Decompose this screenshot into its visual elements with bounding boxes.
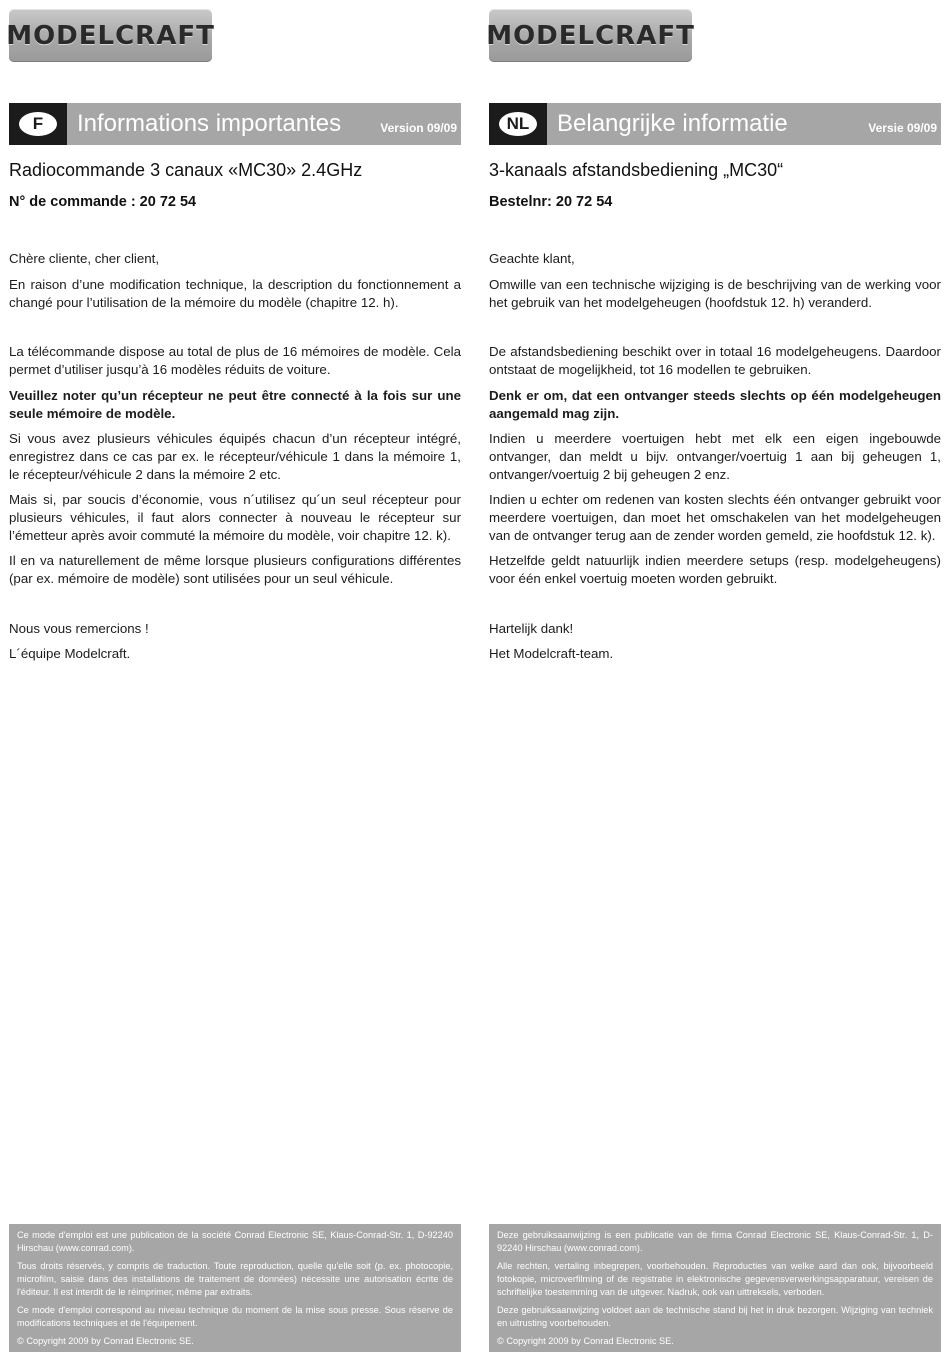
paragraph-3: Si vous avez plusieurs véhicules équipés chacun d’un récepteur intégré, enregistrez dans ce cas par ex. le récepteur/véhicule 1 dans la mémoire 1, le récepteur/véhicule 2 dans la mémoire 2 etc. xyxy=(9,431,461,482)
footer-line: Tous droits réservés, y compris de traduction. Toute reproduction, quelle qu'elle soit (p. ex. photocopie, microfilm, saisie dans des installations de traitement de données) nécessite une autorisation écrite de l'éditeur. Il est interdit de le réimprimer, même par extraits. xyxy=(17,1261,453,1297)
modelcraft-logo xyxy=(486,9,695,62)
paragraph-2-bold: Denk er om, dat een ontvanger steeds slechts op één modelgeheugen aangemald mag zijn. xyxy=(489,388,941,421)
dutch-column xyxy=(486,0,941,1360)
section-banner xyxy=(9,103,461,145)
footer-copyright: © Copyright 2009 by Conrad Electronic SE. xyxy=(497,1336,674,1346)
paragraph-5: Il en va naturellement de même lorsque plusieurs configurations différentes (par ex. mémoire de modèle) sont utilisées pour un seul véhicule. xyxy=(9,553,461,586)
paragraph-4: Mais si, par soucis d’économie, vous n´utilisez qu´un seul récepteur pour plusieurs véhicules, il faut alors connecter à nouveau le récepteur sur l’émetteur après avoir commuté la mémoire du modèle, voir chapitre 12. k). xyxy=(9,492,461,543)
product-title: 3-kanaals afstandsbediening „MC30“ xyxy=(489,160,784,180)
paragraph-1: La télécommande dispose au total de plus de 16 mémoires de modèle. Cela permet d’utiliser jusqu’à 16 modèles réduits de voiture. xyxy=(9,344,461,377)
footer-line: Deze gebruiksaanwijzing is een publicatie van de firma Conrad Electronic SE, Klaus-Conrad-Str. 1, D-92240 Hirschau (www.conrad.com). xyxy=(497,1230,933,1253)
thanks-text: Nous vous remercions ! xyxy=(9,621,149,636)
footer-line: Alle rechten, vertaling inbegrepen, voorbehouden. Reproducties van welke aard dan ook, bijvoorbeeld fotokopie, microverfilming of de registratie in elektronische gegevensverwerkingsapparatuur, vereisen de schriftelijke toestemming van de uitgever. Nadruk, ook van uittreksels, verboden. xyxy=(497,1261,933,1297)
banner-title: Informations importantes xyxy=(77,110,342,137)
thanks-text: Hartelijk dank! xyxy=(489,621,574,636)
section-banner xyxy=(489,103,941,145)
logo-text: MODELCRAFT xyxy=(486,20,695,51)
version-label: Version 09/09 xyxy=(380,121,457,135)
paragraph-1: De afstandsbediening beschikt over in totaal 16 modelgeheugens. Daardoor ontstaat de mogelijkheid, tot 16 modellen te gebruiken. xyxy=(489,344,941,377)
paragraph-3: Indien u meerdere voertuigen hebt met elk een eigen ingebouwde ontvanger, dan meldt u bijv. ontvanger/voertuig 1 aan bij geheugen 1, ontvanger/voertuig 2 bij geheugen 2 enz. xyxy=(489,431,941,482)
modelcraft-logo xyxy=(6,9,215,62)
banner-title: Belangrijke informatie xyxy=(557,110,788,137)
language-badge xyxy=(9,103,67,145)
version-label: Versie 09/09 xyxy=(868,121,937,135)
footer-line: Ce mode d'emploi correspond au niveau technique du moment de la mise sous presse. Sous réserve de modifications techniques et de l'équipement. xyxy=(17,1305,453,1328)
signature: L´équipe Modelcraft. xyxy=(9,646,131,661)
paragraph-4: Indien u echter om redenen van kosten slechts één ontvanger gebruikt voor meerdere voertuigen, dan moet het omschakelen van het modelgeheugen van de ontvanger terug aan de zender worden gemeld, zie hoofdstuk 12. k). xyxy=(489,492,941,543)
logo-text: MODELCRAFT xyxy=(6,20,215,51)
language-code: F xyxy=(19,112,57,136)
order-number: N° de commande : 20 72 54 xyxy=(9,194,197,210)
french-column xyxy=(6,0,461,1360)
intro-paragraph: En raison d’une modification technique, la description du fonctionnement a changé pour l’utilisation de la mémoire du modèle (chapitre 12. h). xyxy=(9,277,461,310)
language-code: NL xyxy=(499,112,537,136)
order-number: Bestelnr: 20 72 54 xyxy=(489,194,613,210)
paragraph-5: Hetzelfde geldt natuurlijk indien meerdere setups (resp. modelgeheugens) voor één enkel voertuig moeten worden gebruikt. xyxy=(489,553,941,586)
imprint-footer xyxy=(9,1224,461,1352)
footer-copyright: © Copyright 2009 by Conrad Electronic SE. xyxy=(17,1336,194,1346)
greeting: Chère cliente, cher client, xyxy=(9,251,160,266)
language-badge xyxy=(489,103,547,145)
greeting: Geachte klant, xyxy=(489,251,575,266)
imprint-footer xyxy=(489,1224,941,1352)
footer-line: Ce mode d'emploi est une publication de la société Conrad Electronic SE, Klaus-Conrad-Str. 1, D-92240 Hirschau (www.conrad.com). xyxy=(17,1230,453,1253)
footer-line: Deze gebruiksaanwijzing voldoet aan de technische stand bij het in druk bezorgen. Wijziging van techniek en uitrusting voorbehouden. xyxy=(497,1305,933,1328)
signature: Het Modelcraft-team. xyxy=(489,646,614,661)
paragraph-2-bold: Veuillez noter qu’un récepteur ne peut être connecté à la fois sur une seule mémoire de modèle. xyxy=(9,388,461,421)
product-title: Radiocommande 3 canaux «MC30» 2.4GHz xyxy=(9,160,363,180)
intro-paragraph: Omwille van een technische wijziging is de beschrijving van de werking voor het gebruik van het modelgeheugen (hoofdstuk 12. h) veranderd. xyxy=(489,277,941,310)
